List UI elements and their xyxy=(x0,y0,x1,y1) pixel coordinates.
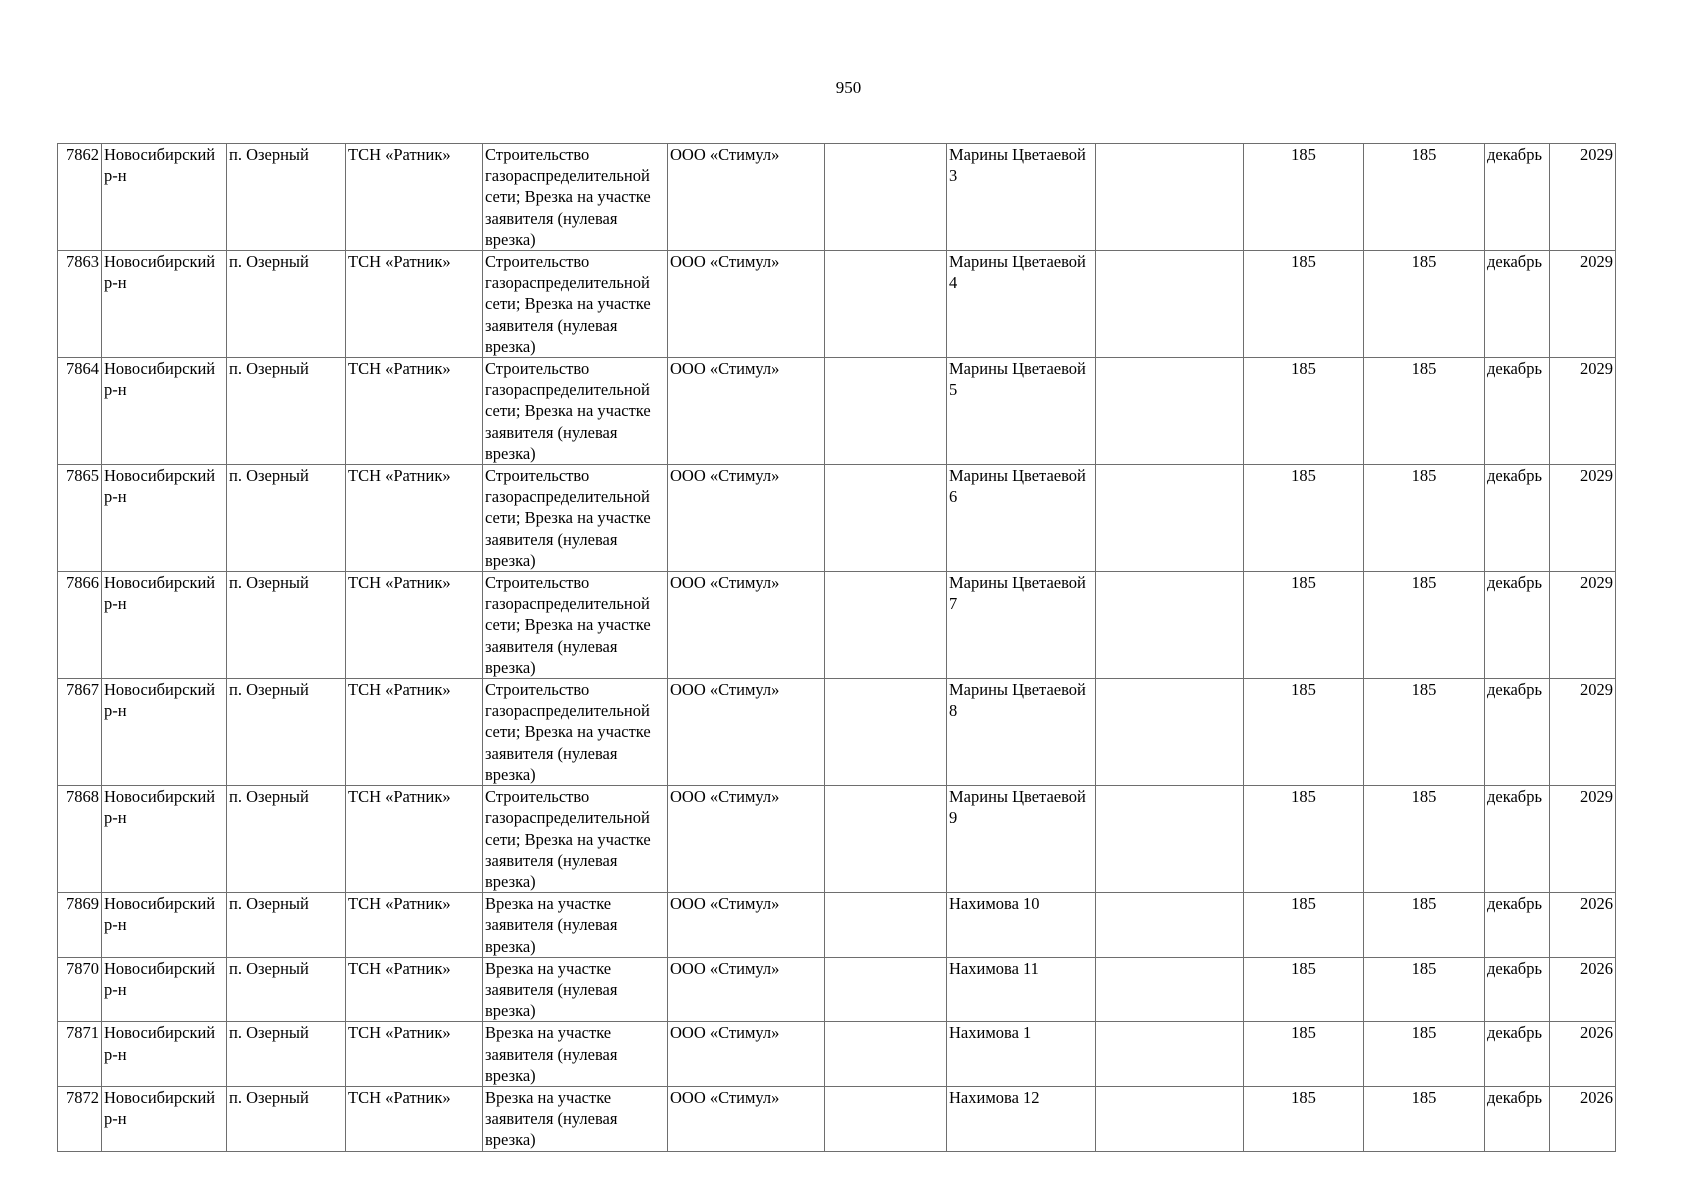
table-row xyxy=(58,679,1616,786)
table-row xyxy=(58,957,1616,1022)
cell-value-1: 185 xyxy=(1244,1086,1364,1151)
cell-work-description: Строительство газораспределительной сети; Врезка на участке заявителя (нулевая врезка) xyxy=(483,144,668,251)
cell-empty xyxy=(1096,1086,1244,1151)
cell-empty xyxy=(1096,893,1244,958)
cell-address: Марины Цветаевой 9 xyxy=(947,786,1096,893)
cell-empty xyxy=(825,251,947,358)
cell-organization: ТСН «Ратник» xyxy=(346,957,483,1022)
cell-year: 2029 xyxy=(1550,679,1616,786)
cell-month: декабрь xyxy=(1485,1022,1550,1087)
cell-value-2: 185 xyxy=(1364,572,1485,679)
cell-district: Новосибирский р-н xyxy=(102,1086,227,1151)
cell-district: Новосибирский р-н xyxy=(102,251,227,358)
cell-district: Новосибирский р-н xyxy=(102,572,227,679)
cell-district: Новосибирский р-н xyxy=(102,465,227,572)
cell-locality: п. Озерный xyxy=(227,893,346,958)
cell-work-description: Строительство газораспределительной сети; Врезка на участке заявителя (нулевая врезка) xyxy=(483,679,668,786)
cell-organization: ТСН «Ратник» xyxy=(346,251,483,358)
cell-year: 2029 xyxy=(1550,358,1616,465)
page-number: 950 xyxy=(835,78,862,97)
cell-operator: ООО «Стимул» xyxy=(668,679,825,786)
cell-district: Новосибирский р-н xyxy=(102,893,227,958)
table-row xyxy=(58,1022,1616,1087)
cell-value-2: 185 xyxy=(1364,251,1485,358)
cell-year: 2026 xyxy=(1550,893,1616,958)
cell-value-1: 185 xyxy=(1244,786,1364,893)
cell-operator: ООО «Стимул» xyxy=(668,1022,825,1087)
cell-address: Нахимова 1 xyxy=(947,1022,1096,1087)
cell-year: 2029 xyxy=(1550,465,1616,572)
cell-empty xyxy=(825,572,947,679)
cell-organization: ТСН «Ратник» xyxy=(346,572,483,679)
cell-work-description: Строительство газораспределительной сети; Врезка на участке заявителя (нулевая врезка) xyxy=(483,786,668,893)
cell-district: Новосибирский р-н xyxy=(102,786,227,893)
cell-value-1: 185 xyxy=(1244,957,1364,1022)
cell-value-2: 185 xyxy=(1364,1022,1485,1087)
registry-table xyxy=(57,143,1616,1152)
cell-year: 2029 xyxy=(1550,251,1616,358)
cell-organization: ТСН «Ратник» xyxy=(346,786,483,893)
table-row xyxy=(58,1086,1616,1151)
cell-value-2: 185 xyxy=(1364,957,1485,1022)
cell-address: Марины Цветаевой 6 xyxy=(947,465,1096,572)
cell-district: Новосибирский р-н xyxy=(102,1022,227,1087)
cell-locality: п. Озерный xyxy=(227,358,346,465)
cell-empty xyxy=(825,465,947,572)
cell-operator: ООО «Стимул» xyxy=(668,358,825,465)
cell-month: декабрь xyxy=(1485,957,1550,1022)
cell-id: 7863 xyxy=(58,251,102,358)
cell-year: 2029 xyxy=(1550,572,1616,679)
cell-work-description: Строительство газораспределительной сети; Врезка на участке заявителя (нулевая врезка) xyxy=(483,358,668,465)
cell-work-description: Врезка на участке заявителя (нулевая врезка) xyxy=(483,1086,668,1151)
cell-id: 7866 xyxy=(58,572,102,679)
cell-value-2: 185 xyxy=(1364,358,1485,465)
cell-work-description: Врезка на участке заявителя (нулевая врезка) xyxy=(483,893,668,958)
table-row xyxy=(58,465,1616,572)
cell-month: декабрь xyxy=(1485,893,1550,958)
cell-value-1: 185 xyxy=(1244,893,1364,958)
cell-month: декабрь xyxy=(1485,679,1550,786)
cell-address: Нахимова 11 xyxy=(947,957,1096,1022)
cell-empty xyxy=(1096,144,1244,251)
cell-empty xyxy=(1096,465,1244,572)
cell-work-description: Строительство газораспределительной сети; Врезка на участке заявителя (нулевая врезка) xyxy=(483,572,668,679)
cell-month: декабрь xyxy=(1485,1086,1550,1151)
table-body xyxy=(58,144,1616,1152)
cell-id: 7862 xyxy=(58,144,102,251)
cell-address: Нахимова 12 xyxy=(947,1086,1096,1151)
cell-work-description: Строительство газораспределительной сети; Врезка на участке заявителя (нулевая врезка) xyxy=(483,251,668,358)
cell-district: Новосибирский р-н xyxy=(102,679,227,786)
table-row xyxy=(58,893,1616,958)
cell-operator: ООО «Стимул» xyxy=(668,893,825,958)
table-row xyxy=(58,144,1616,251)
cell-empty xyxy=(825,893,947,958)
cell-empty xyxy=(825,1022,947,1087)
cell-year: 2026 xyxy=(1550,1022,1616,1087)
cell-id: 7867 xyxy=(58,679,102,786)
cell-work-description: Строительство газораспределительной сети; Врезка на участке заявителя (нулевая врезка) xyxy=(483,465,668,572)
cell-operator: ООО «Стимул» xyxy=(668,144,825,251)
cell-month: декабрь xyxy=(1485,786,1550,893)
cell-year: 2029 xyxy=(1550,786,1616,893)
table-row xyxy=(58,251,1616,358)
cell-month: декабрь xyxy=(1485,251,1550,358)
cell-organization: ТСН «Ратник» xyxy=(346,358,483,465)
cell-value-1: 185 xyxy=(1244,465,1364,572)
cell-month: декабрь xyxy=(1485,358,1550,465)
cell-value-2: 185 xyxy=(1364,786,1485,893)
cell-district: Новосибирский р-н xyxy=(102,957,227,1022)
cell-empty xyxy=(1096,957,1244,1022)
cell-locality: п. Озерный xyxy=(227,465,346,572)
cell-empty xyxy=(825,144,947,251)
cell-operator: ООО «Стимул» xyxy=(668,465,825,572)
cell-empty xyxy=(825,957,947,1022)
cell-value-2: 185 xyxy=(1364,679,1485,786)
cell-locality: п. Озерный xyxy=(227,251,346,358)
cell-id: 7865 xyxy=(58,465,102,572)
cell-value-2: 185 xyxy=(1364,893,1485,958)
cell-id: 7869 xyxy=(58,893,102,958)
cell-empty xyxy=(825,786,947,893)
cell-month: декабрь xyxy=(1485,144,1550,251)
cell-organization: ТСН «Ратник» xyxy=(346,893,483,958)
cell-operator: ООО «Стимул» xyxy=(668,1086,825,1151)
cell-address: Марины Цветаевой 4 xyxy=(947,251,1096,358)
cell-locality: п. Озерный xyxy=(227,1086,346,1151)
cell-empty xyxy=(1096,679,1244,786)
cell-operator: ООО «Стимул» xyxy=(668,251,825,358)
cell-address: Нахимова 10 xyxy=(947,893,1096,958)
cell-address: Марины Цветаевой 5 xyxy=(947,358,1096,465)
cell-value-1: 185 xyxy=(1244,358,1364,465)
cell-value-1: 185 xyxy=(1244,679,1364,786)
cell-value-2: 185 xyxy=(1364,144,1485,251)
cell-work-description: Врезка на участке заявителя (нулевая врезка) xyxy=(483,957,668,1022)
cell-operator: ООО «Стимул» xyxy=(668,786,825,893)
table-row xyxy=(58,358,1616,465)
cell-organization: ТСН «Ратник» xyxy=(346,1086,483,1151)
cell-empty xyxy=(1096,1022,1244,1087)
cell-work-description: Врезка на участке заявителя (нулевая врезка) xyxy=(483,1022,668,1087)
cell-organization: ТСН «Ратник» xyxy=(346,679,483,786)
cell-empty xyxy=(825,679,947,786)
cell-locality: п. Озерный xyxy=(227,957,346,1022)
cell-locality: п. Озерный xyxy=(227,786,346,893)
cell-address: Марины Цветаевой 7 xyxy=(947,572,1096,679)
table-row xyxy=(58,572,1616,679)
cell-locality: п. Озерный xyxy=(227,144,346,251)
cell-address: Марины Цветаевой 3 xyxy=(947,144,1096,251)
cell-year: 2026 xyxy=(1550,1086,1616,1151)
cell-value-1: 185 xyxy=(1244,572,1364,679)
cell-locality: п. Озерный xyxy=(227,679,346,786)
cell-organization: ТСН «Ратник» xyxy=(346,144,483,251)
cell-value-1: 185 xyxy=(1244,251,1364,358)
cell-value-1: 185 xyxy=(1244,1022,1364,1087)
cell-operator: ООО «Стимул» xyxy=(668,957,825,1022)
cell-empty xyxy=(1096,572,1244,679)
cell-value-2: 185 xyxy=(1364,1086,1485,1151)
cell-id: 7868 xyxy=(58,786,102,893)
cell-empty xyxy=(825,1086,947,1151)
cell-value-1: 185 xyxy=(1244,144,1364,251)
cell-year: 2029 xyxy=(1550,144,1616,251)
cell-id: 7872 xyxy=(58,1086,102,1151)
cell-id: 7864 xyxy=(58,358,102,465)
cell-address: Марины Цветаевой 8 xyxy=(947,679,1096,786)
cell-empty xyxy=(1096,358,1244,465)
cell-district: Новосибирский р-н xyxy=(102,144,227,251)
cell-organization: ТСН «Ратник» xyxy=(346,1022,483,1087)
cell-month: декабрь xyxy=(1485,465,1550,572)
cell-empty xyxy=(1096,251,1244,358)
cell-value-2: 185 xyxy=(1364,465,1485,572)
cell-locality: п. Озерный xyxy=(227,1022,346,1087)
cell-year: 2026 xyxy=(1550,957,1616,1022)
cell-district: Новосибирский р-н xyxy=(102,358,227,465)
cell-locality: п. Озерный xyxy=(227,572,346,679)
cell-empty xyxy=(1096,786,1244,893)
table-row xyxy=(58,786,1616,893)
cell-id: 7870 xyxy=(58,957,102,1022)
cell-id: 7871 xyxy=(58,1022,102,1087)
cell-operator: ООО «Стимул» xyxy=(668,572,825,679)
cell-organization: ТСН «Ратник» xyxy=(346,465,483,572)
cell-empty xyxy=(825,358,947,465)
cell-month: декабрь xyxy=(1485,572,1550,679)
